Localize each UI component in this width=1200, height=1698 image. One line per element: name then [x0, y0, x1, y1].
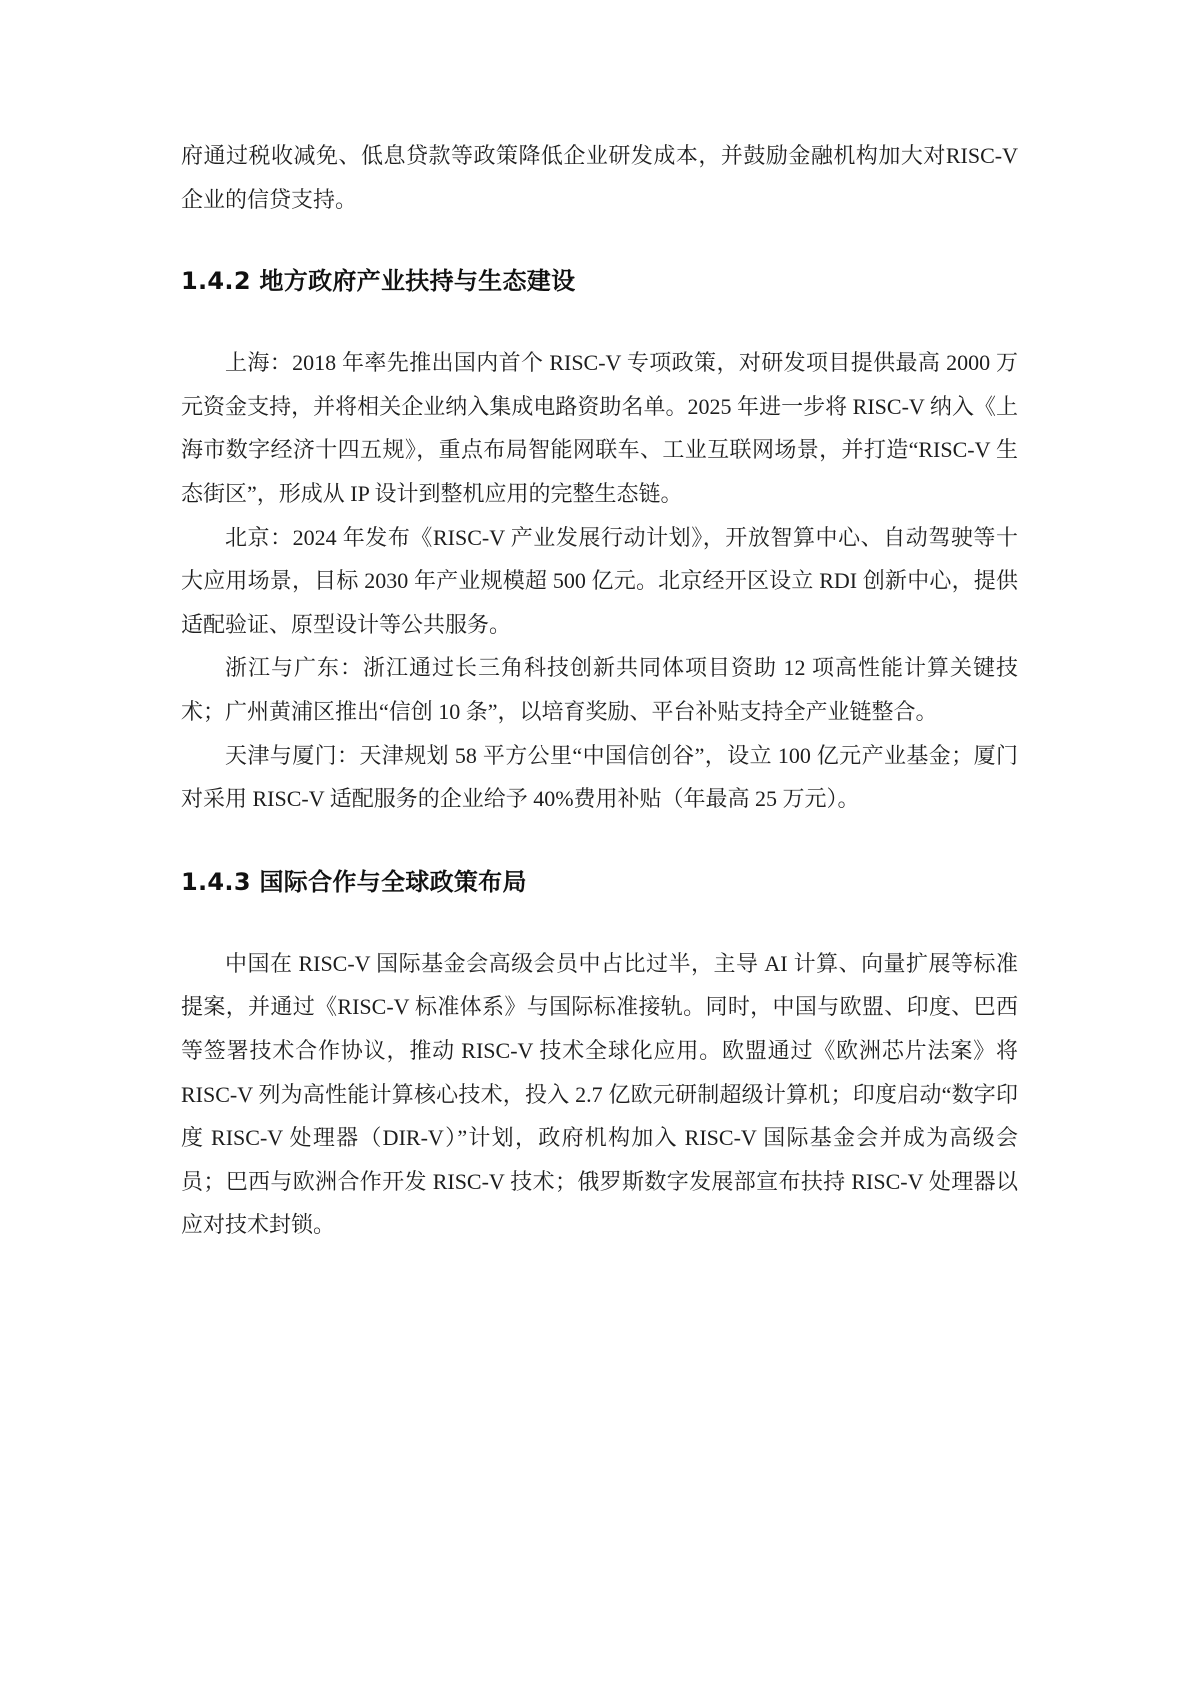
intro-paragraph: 府通过税收减免、低息贷款等政策降低企业研发成本，并鼓励金融机构加大对RISC-V 企业的信贷支持。	[181, 143, 1018, 212]
paragraph-beijing: 北京：2024 年发布《RISC-V 产业发展行动计划》，开放智算中心、自动驾驶等十大应用场景，目标 2030 年产业规模超 500 亿元。北京经开区设立 RDI 创新中心，提供适配验证、原型设计等公共服务。	[181, 524, 1018, 637]
paragraph-shanghai: 上海：2018 年率先推出国内首个 RISC-V 专项政策，对研发项目提供最高 2000 万元资金支持，并将相关企业纳入集成电路资助名单。2025 年进一步将 RISC-V 纳入《上海市数字经济十四五规》，重点布局智能网联车、工业互联网场景，并打造“RISC-V 生态街区”，形成从 IP 设计到整机应用的完整生态链。	[181, 350, 1018, 506]
document-page	[181, 134, 1018, 1247]
section-heading-1-4-2: 1.4.2 地方政府产业扶持与生态建设	[181, 267, 576, 296]
paragraph-international: 中国在 RISC-V 国际基金会高级会员中占比过半，主导 AI 计算、向量扩展等标准提案，并通过《RISC-V 标准体系》与国际标准接轨。同时，中国与欧盟、印度、巴西等签署技术合作协议，推动 RISC-V 技术全球化应用。欧盟通过《欧洲芯片法案》将 RISC-V 列为高性能计算核心技术，投入 2.7 亿欧元研制超级计算机；印度启动“数字印度 RISC-V 处理器（DIR-V）”计划，政府机构加入 RISC-V 国际基金会并成为高级会员；巴西与欧洲合作开发 RISC-V 技术；俄罗斯数字发展部宣布扶持 RISC-V 处理器以应对技术封锁。	[181, 950, 1018, 1238]
section-heading-1-4-3: 1.4.3 国际合作与全球政策布局	[181, 867, 527, 896]
paragraph-tianjin-xiamen: 天津与厦门：天津规划 58 平方公里“中国信创谷”，设立 100 亿元产业基金；厦门对采用 RISC-V 适配服务的企业给予 40%费用补贴（年最高 25 万元）。	[181, 742, 1018, 812]
paragraph-zhejiang-guangdong: 浙江与广东：浙江通过长三角科技创新共同体项目资助 12 项高性能计算关键技术；广州黄浦区推出“信创 10 条”，以培育奖励、平台补贴支持全产业链整合。	[181, 655, 1018, 724]
